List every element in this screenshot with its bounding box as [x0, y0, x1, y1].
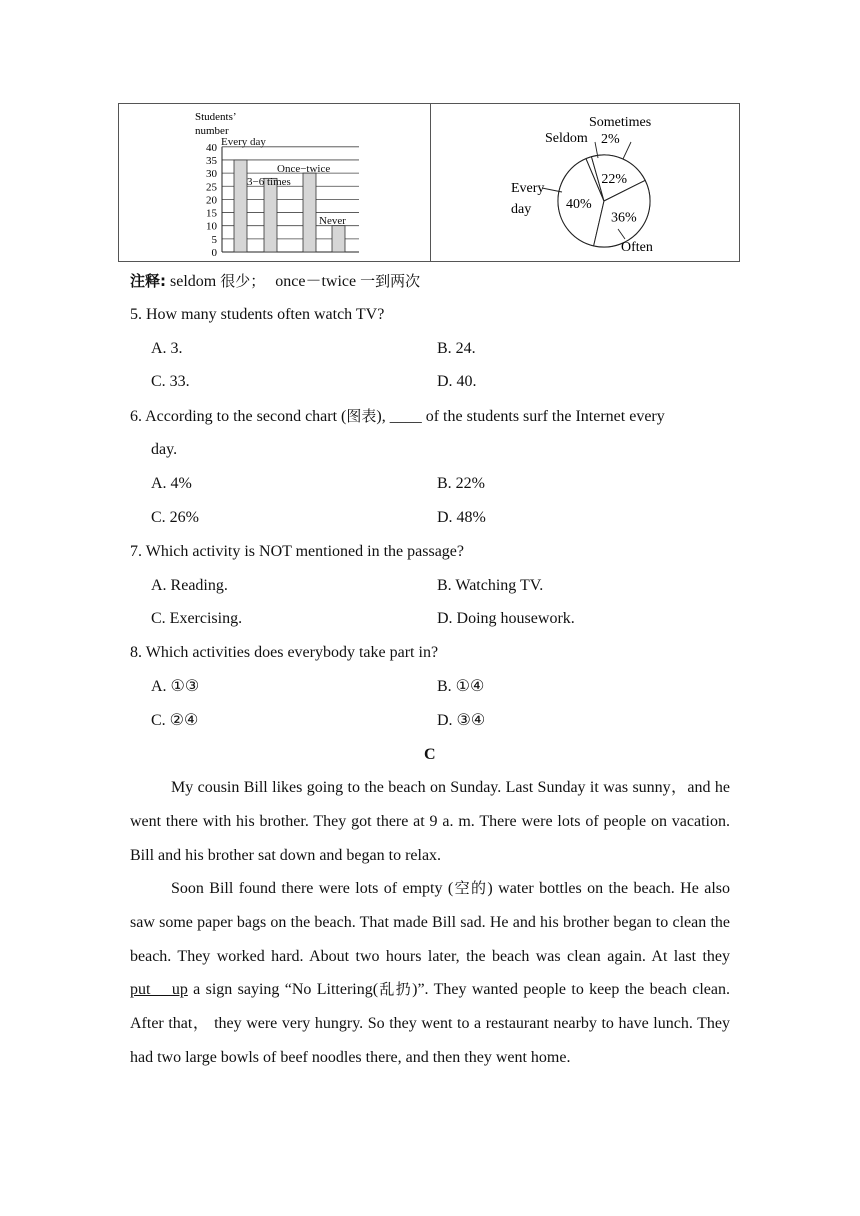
- bar-ylabel-line2: number: [195, 125, 229, 137]
- p2-cjk-littering: 乱扔: [378, 980, 413, 999]
- bar-2: [264, 178, 277, 252]
- question-8-option-b: B. ①④: [437, 678, 485, 695]
- note-line: [130, 271, 420, 292]
- question-6-option-a: A. 4%: [151, 475, 192, 492]
- note-meaning-once-twice: 一到两次: [360, 272, 421, 290]
- bar-ytick-label: 30: [206, 168, 217, 181]
- note-label: 注释:: [130, 272, 166, 290]
- bar-category-label: 3−6 times: [247, 176, 291, 188]
- pie-label-seldom: Seldom: [545, 131, 588, 146]
- question-8-option-d: D. ③④: [437, 712, 486, 729]
- pie-label-often: Often: [621, 240, 653, 255]
- bar-4: [332, 226, 345, 252]
- bar-ytick-label: 40: [206, 141, 217, 154]
- question-7-option-c: C. Exercising.: [151, 610, 243, 627]
- question-7-stem: 7. Which activity is NOT mentioned in the passage?: [130, 543, 464, 560]
- bar-ytick-label: 10: [206, 220, 217, 233]
- p2-part-d: )”. They wanted people to keep the beach clean. After that， they were very hungry. So they went to a restaurant nearby to have lunch. They had two large bowls of beef noodles there, and then they went home.: [130, 981, 730, 1066]
- pie-label-every-line2: day: [511, 202, 532, 217]
- question-5-option-c: C. 33.: [151, 373, 190, 390]
- bar-category-label: Once−twice: [277, 163, 331, 175]
- question-5-option-b: B. 24.: [437, 340, 476, 357]
- question-5-option-d: D. 40.: [437, 373, 477, 390]
- note-word-seldom: seldom: [170, 273, 217, 290]
- passage-paragraph-2: [130, 872, 730, 1075]
- passage-paragraph-1: My cousin Bill likes going to the beach on Sunday. Last Sunday it was sunny，and he went there with his brother. They got there at 9 a. m. There were lots of people on vacation. Bill and his brother sat down and began to relax.: [130, 779, 730, 864]
- bar-ytick-label: 35: [206, 154, 217, 167]
- charts-figure: [118, 103, 740, 262]
- pie-slice-percent: 40%: [565, 197, 592, 213]
- note-meaning-seldom: 很少；: [220, 272, 266, 290]
- p2-underlined-put-up: put up: [130, 981, 188, 999]
- pie-leader-sometimes: [623, 142, 631, 159]
- question-6-stem-cjk: 图表: [346, 407, 377, 425]
- question-5-option-a: A. 3.: [151, 340, 183, 357]
- bar-ytick-label: 0: [211, 247, 217, 259]
- p2-part-a: Soon Bill found there were lots of empty (: [171, 880, 454, 897]
- bar-ytick-label: 25: [206, 181, 217, 194]
- question-6-option-c: C. 26%: [151, 509, 199, 526]
- bar-1: [234, 160, 247, 252]
- question-8-option-c: C. ②④: [151, 712, 199, 729]
- pie-label-every-line1: Every: [511, 181, 545, 196]
- bar-ytick-label: 15: [206, 207, 217, 220]
- pie-label-sometimes-percent: 2%: [601, 132, 620, 147]
- pie-slice-percent: 22%: [601, 171, 628, 187]
- bar-category-label: Every day: [221, 136, 266, 148]
- bar-category-label: Never: [319, 215, 346, 227]
- charts-svg: [119, 104, 739, 261]
- bar-3: [303, 173, 316, 252]
- pie-slice-percent: 36%: [611, 210, 637, 226]
- pie-label-sometimes: Sometimes: [589, 115, 652, 130]
- bar-ytick-label: 20: [206, 194, 217, 207]
- question-7-option-a: A. Reading.: [151, 577, 228, 594]
- question-6-stem-part1: 6. According to the second chart (: [130, 408, 347, 425]
- section-c-title: C: [424, 746, 436, 763]
- p2-cjk-empty: 空的: [453, 879, 488, 897]
- question-8-stem: 8. Which activities does everybody take part in?: [130, 644, 439, 661]
- question-6-option-b: B. 22%: [437, 475, 485, 492]
- question-6-stem-continued: day.: [151, 441, 178, 458]
- question-6-stem: [130, 406, 665, 427]
- p2-part-b: ) water bottles on the beach. He also saw some paper bags on the beach. That made Bill sad. He and his brother began to clean the beach. They worked hard. About two hours later, the beach was clean again. At last they: [130, 880, 730, 965]
- question-5-stem: 5. How many students often watch TV?: [130, 306, 385, 323]
- bar-ylabel-line1: Students’: [195, 111, 237, 123]
- question-8-option-a: A. ①③: [151, 678, 200, 695]
- question-7-option-d: D. Doing housework.: [437, 610, 575, 627]
- bar-ytick-label: 5: [211, 233, 217, 246]
- question-6-option-d: D. 48%: [437, 509, 486, 526]
- question-6-stem-part2: ), ____ of the students surf the Internet every: [376, 408, 665, 425]
- p2-part-c: a sign saying “No Littering(: [187, 981, 379, 999]
- note-word-once-twice: once－twice: [275, 273, 357, 290]
- question-7-option-b: B. Watching TV.: [437, 577, 544, 594]
